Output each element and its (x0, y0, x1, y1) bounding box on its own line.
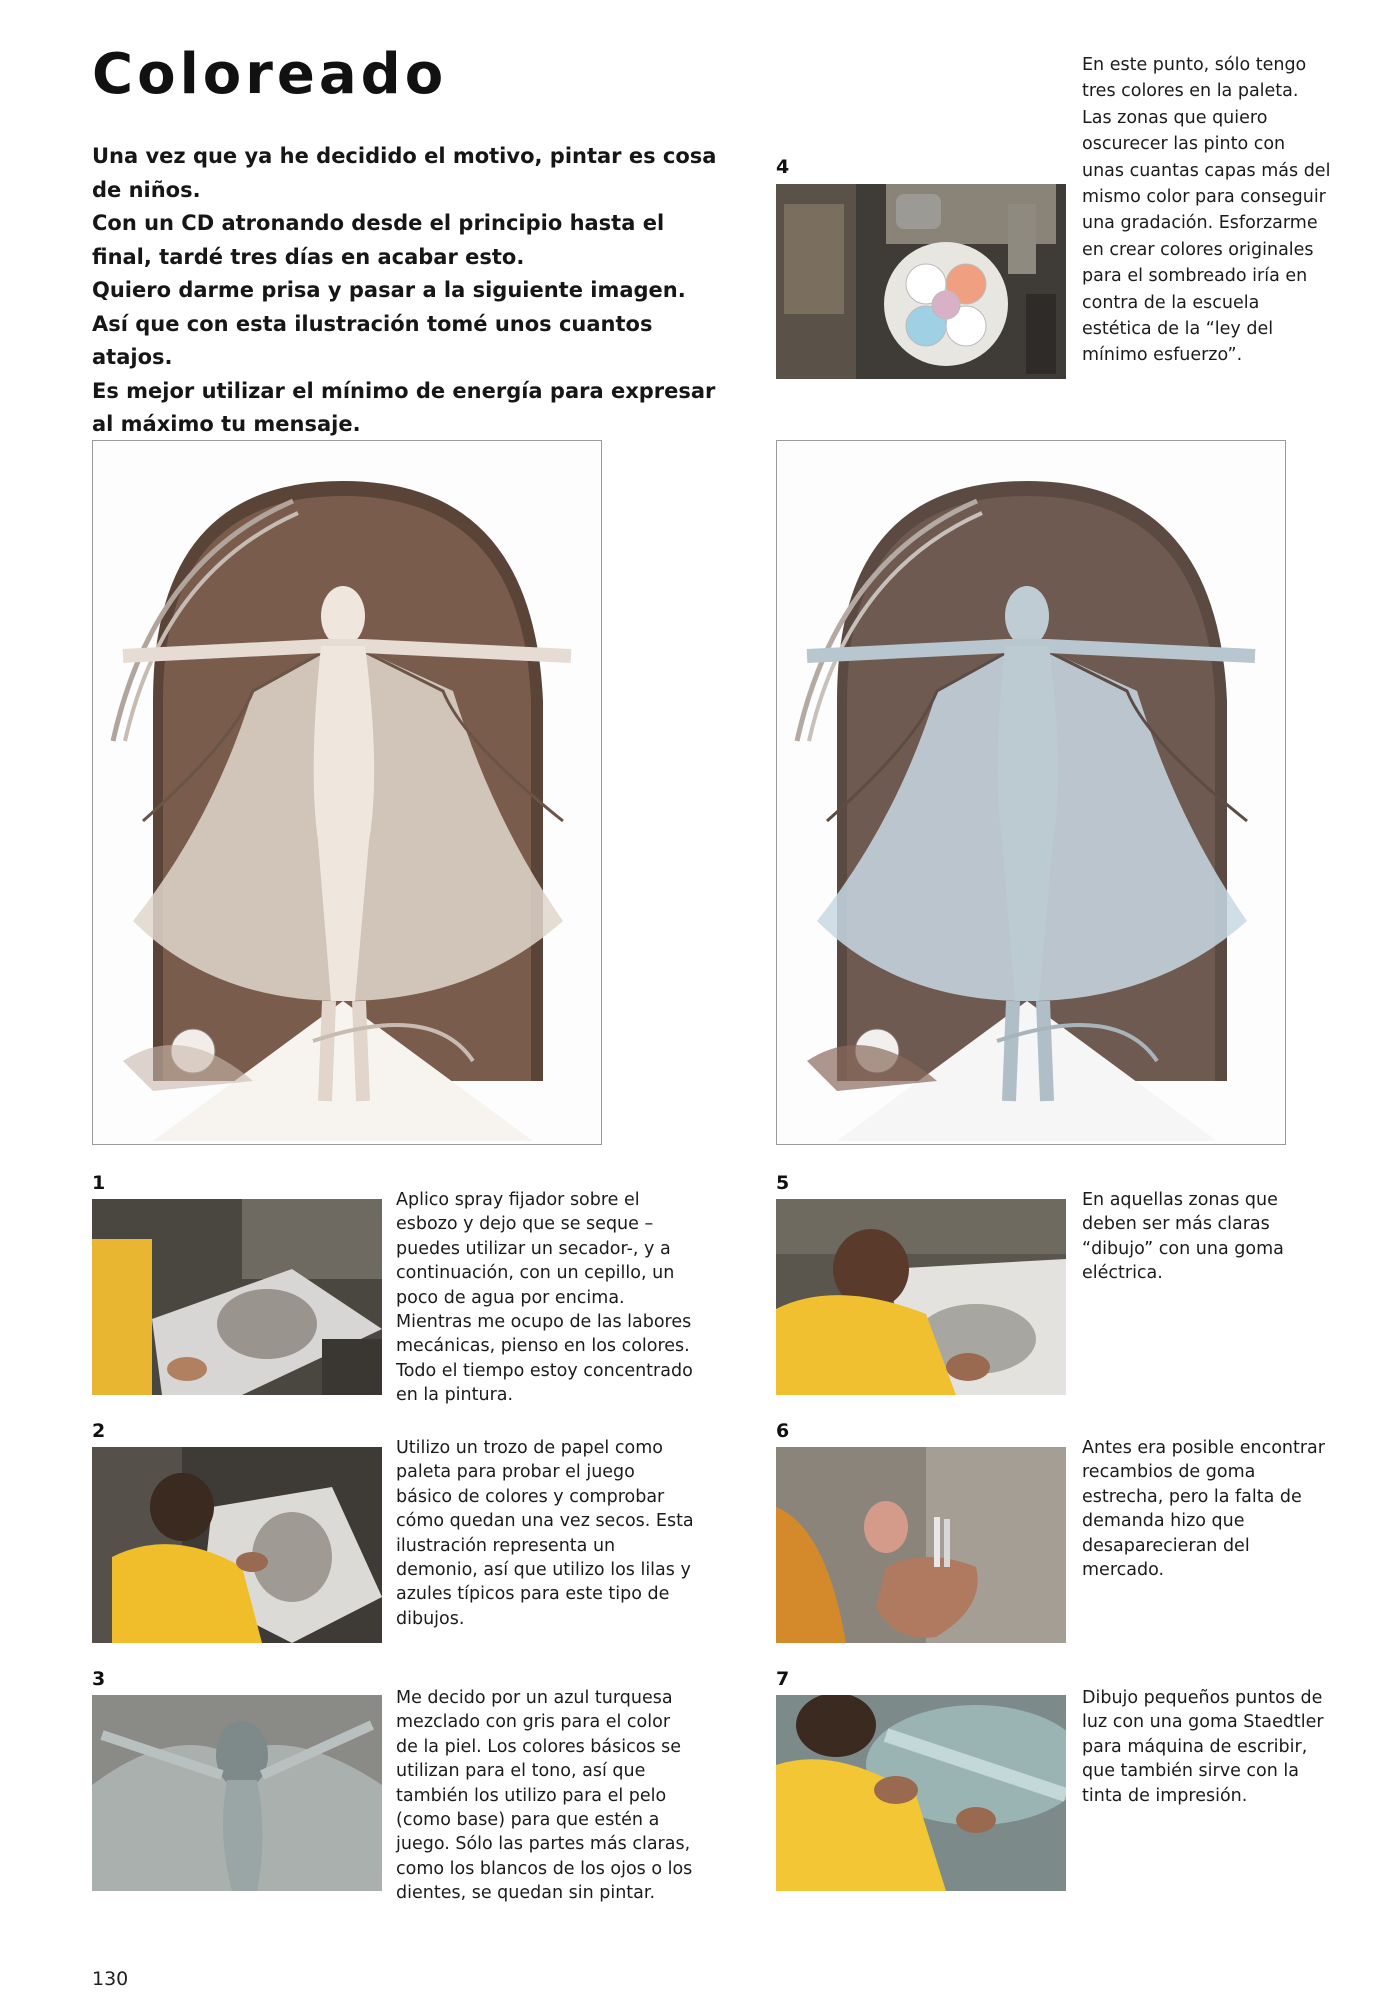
step-3-caption: Me decido por un azul turquesa mezclado con gris para el color de la piel. Los colores básicos se utilizan para el tono, así que también los utilizo para el pelo (como base) para que estén a juego. Sólo las partes más claras, como los blancos de los ojos o los dientes, se quedan sin pintar. (396, 1688, 693, 1904)
step-3-photo (92, 1695, 382, 1891)
page-title: Coloreado (92, 42, 448, 107)
step-5-caption: En aquellas zonas que deben ser más claras “dibujo” con una goma eléctrica. (1082, 1190, 1284, 1284)
step-6-number: 6 (776, 1420, 790, 1442)
intro-text (92, 140, 722, 442)
intro-line: Así que con esta ilustración tomé unos cuantos atajos. (92, 311, 653, 369)
step-5-number: 5 (776, 1172, 790, 1194)
step-7-number: 7 (776, 1668, 790, 1690)
step-4-number: 4 (776, 156, 790, 178)
step-7-caption: Dibujo pequeños puntos de luz con una goma Staedtler para máquina de escribir, que también sirve con la tinta de impresión. (1082, 1688, 1324, 1806)
step-3-number: 3 (92, 1668, 106, 1690)
step-6-caption: Antes era posible encontrar recambios de goma estrecha, pero la falta de demanda hizo que desaparecieran del mercado. (1082, 1438, 1325, 1581)
intro-line: Con un CD atronando desde el principio hasta el final, tardé tres días en acabar esto. (92, 211, 665, 269)
step-1-caption: Aplico spray fijador sobre el esbozo y dejo que se seque –puedes utilizar un secador-, y a continuación, con un cepillo, un poco de agua por encima. Mientras me ocupo de las labores mecánicas, pienso en los colores. Todo el tiempo estoy concentrado en la pintura. (396, 1190, 693, 1406)
step-5-photo (776, 1199, 1066, 1395)
sketch-illustration (92, 440, 602, 1145)
step-2-number: 2 (92, 1420, 106, 1442)
intro-line: Es mejor utilizar el mínimo de energía para expresar al máximo tu mensaje. (92, 378, 716, 436)
step-4-caption: En este punto, sólo tengo tres colores en la paleta. Las zonas que quiero oscurecer las pinto con unas cuantas capas más del mismo color para conseguir una gradación. Esforzarme en crear colores originales para el sombreado iría en contra de la escuela estética de la “ley del mínimo esfuerzo”. (1082, 55, 1331, 366)
step-4-photo (776, 184, 1066, 379)
step-1-photo (92, 1199, 382, 1395)
step-6-photo (776, 1447, 1066, 1643)
step-7-photo (776, 1695, 1066, 1891)
step-1-number: 1 (92, 1172, 106, 1194)
step-2-photo (92, 1447, 382, 1643)
intro-line: Quiero darme prisa y pasar a la siguiente imagen. (92, 278, 686, 302)
page-number: 130 (92, 1968, 129, 1990)
intro-line: Una vez que ya he decidido el motivo, pintar es cosa de niños. (92, 144, 717, 202)
step-2-caption: Utilizo un trozo de papel como paleta para probar el juego básico de colores y comprobar cómo quedan una vez secos. Esta ilustración representa un demonio, así que utilizo los lilas y azules típicos para este tipo de dibujos. (396, 1438, 694, 1629)
colored-illustration (776, 440, 1286, 1145)
